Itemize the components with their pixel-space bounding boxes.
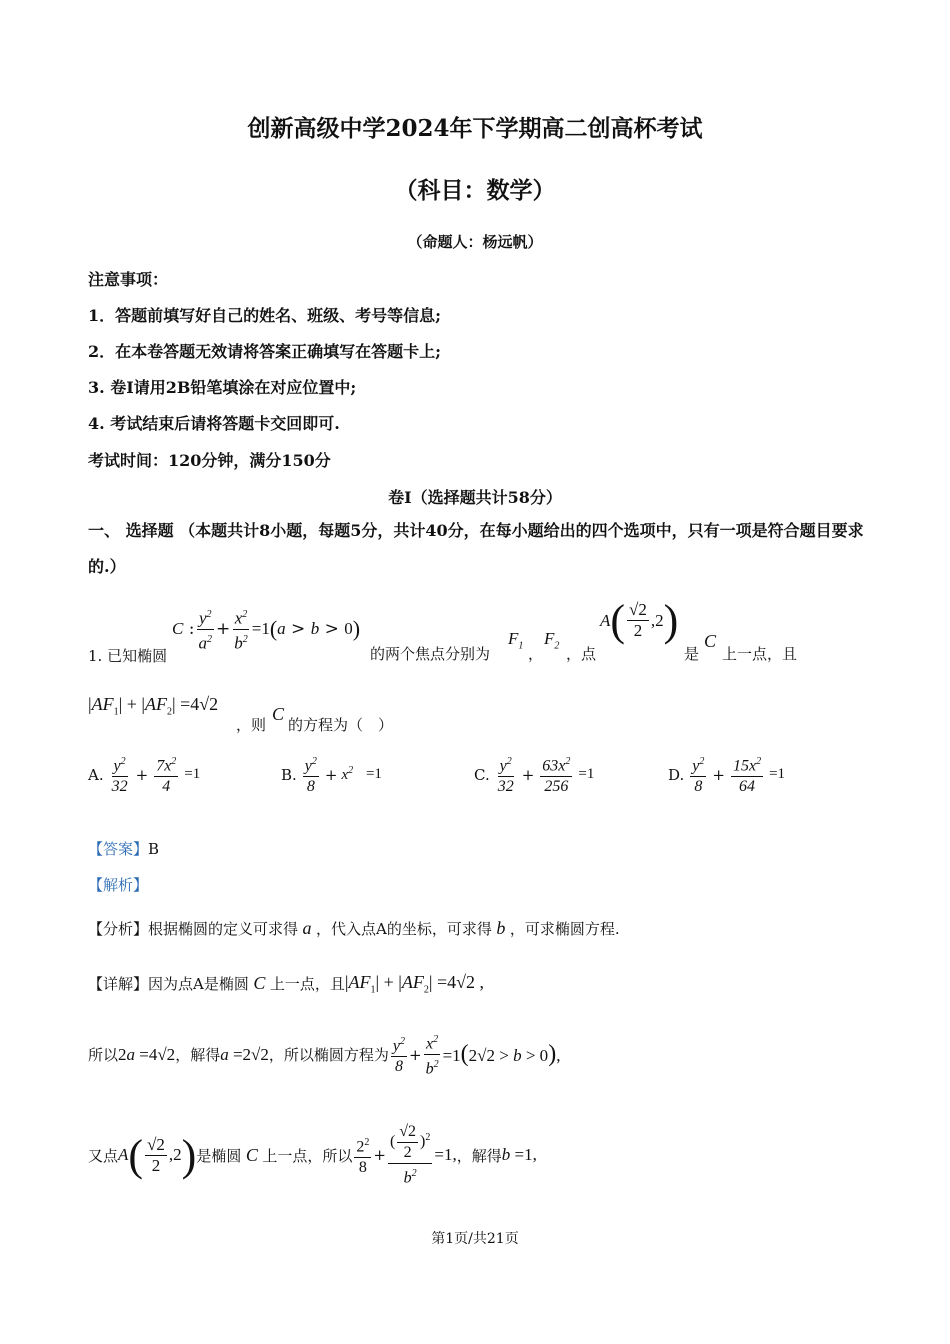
- fenxi-text-1: 根据椭圆的定义可求得: [148, 920, 299, 938]
- notes-item-1: 1．答题前填写好自己的姓名、班级、考号等信息;: [88, 306, 442, 325]
- line3-text-2: ，解得: [175, 1046, 221, 1065]
- fenxi-tag: 【分析】: [88, 920, 149, 938]
- xiangjie-text-1: 因为点A是椭圆: [148, 975, 249, 994]
- line4-text-1: 又点: [88, 1146, 119, 1165]
- focus-f2: $F_2$: [544, 629, 560, 652]
- focus-f1: $F_1$: [508, 629, 524, 652]
- q1-line2-end: 的方程为（ ）: [288, 716, 394, 734]
- analysis-tag: 【解析】: [88, 876, 149, 894]
- q1-mid4: 上一点，且: [722, 645, 798, 663]
- section-title: 卷I（选择题共计58分）: [388, 488, 562, 507]
- opt-b-term2-text: x: [341, 767, 349, 784]
- question-1-stem: [88, 595, 888, 675]
- opt-c-num1: $y^2$: [498, 752, 514, 777]
- ellipse-c-2: C: [272, 704, 285, 724]
- question-1-condition: [88, 690, 688, 740]
- xiangjie-text-2: 上一点，且: [269, 975, 345, 994]
- opt-c-den1: 32: [497, 778, 514, 796]
- q1-mid3: 是: [684, 645, 700, 663]
- fenxi-text-3: ，可求椭圆方程.: [509, 920, 620, 938]
- opt-a-num1: $y^2$: [112, 752, 128, 777]
- line3-text-1: 所以: [88, 1046, 119, 1065]
- section-instructions: 一、 选择题 （本题共计8小题，每题5分，共计40分，在每小题给出的四个选项中，只有一项是符合题目要求的.）: [88, 521, 864, 576]
- option-a-label: A.: [88, 765, 104, 784]
- point-a: A ( $\frac{√2}{2}$ ,2 ): [600, 596, 679, 645]
- q1-mid2: ，点: [566, 645, 597, 663]
- option-a[interactable]: A. $\frac{y^2}{32}$ + $\frac{7x^2}{4}$ =1: [88, 752, 200, 797]
- line4-text-3: 上一点，所以: [262, 1146, 353, 1165]
- answer-value: B: [148, 840, 160, 858]
- opt-d-num1: $y^2$: [690, 752, 706, 777]
- opt-a-num2: $7x^2$: [154, 752, 178, 777]
- exam-time: 考试时间：120分钟，满分150分: [88, 451, 331, 470]
- q1-line2-mid: ，则: [236, 716, 267, 734]
- exam-title: 创新高级中学2024年下学期高二创高杯考试: [247, 115, 703, 142]
- q1-prefix: 1. 已知椭圆: [88, 647, 168, 665]
- line4-text-2: 是椭圆: [196, 1146, 242, 1165]
- answer-tag: 【答案】: [88, 840, 149, 858]
- option-c-label: C.: [474, 765, 490, 784]
- xiangjie-tag: 【详解】: [88, 975, 149, 994]
- xiangjie-line: 【详解】 因为点A是椭圆 C 上一点，且 $|AF_1| + |AF_2| =4√2$ ,: [88, 972, 484, 996]
- opt-a-num2-text: 7x: [156, 757, 172, 775]
- opt-a-den1: 32: [111, 778, 128, 796]
- notes-heading: 注意事项：: [88, 270, 169, 289]
- answer-line: [88, 838, 159, 859]
- line3-text-3: ，所以椭圆方程为: [268, 1046, 389, 1065]
- exam-subject: （科目：数学）: [394, 177, 556, 204]
- opt-c-num2: $63x^2$: [540, 752, 572, 777]
- option-b[interactable]: B. $\frac{y^2}{8}$ + $x^2$ =1: [281, 752, 382, 797]
- opt-b-num1: $y^2$: [303, 752, 319, 777]
- opt-b-den1: 8: [306, 778, 315, 796]
- line4-text-4: ，解得: [456, 1146, 502, 1165]
- opt-b-term2: $x^2$: [341, 765, 354, 784]
- solution-line-3: 所以 2a =4√2 ，解得 a =2√2 ，所以椭圆方程为 $\frac{y^2}{8}$ + $\frac{x^2}{b^2}$ =1(2√2 > b > 0),: [88, 1030, 560, 1080]
- opt-d-den2: 64: [739, 778, 755, 796]
- focal-sum: $|AF_1| + |AF_2| =4√2$: [88, 694, 219, 718]
- opt-d-den1: 8: [694, 778, 703, 796]
- ellipse-c: C: [704, 631, 717, 651]
- opt-c-den2: 256: [544, 778, 569, 796]
- option-b-label: B.: [281, 765, 297, 784]
- opt-d-num2: $15x^2$: [731, 752, 763, 777]
- option-d-label: D.: [668, 765, 685, 784]
- option-c[interactable]: C. $\frac{y^2}{32}$ + $\frac{63x^2}{256}$ =1: [474, 752, 594, 797]
- q1-mid1: 的两个焦点分别为: [370, 645, 491, 663]
- opt-c-num2-text: 63x: [542, 757, 566, 775]
- exam-author: （命题人：杨远帆）: [407, 233, 543, 251]
- opt-a-den2: 4: [162, 778, 171, 796]
- ellipse-equation: C : $\frac{y^2}{a^2}$ + $\frac{x^2}{b^2}$ =1 ( a > b > 0 ): [172, 605, 360, 653]
- notes-item-2: 2．在本卷答题无效请将答案正确填写在答题卡上;: [88, 342, 442, 361]
- notes-item-3: 3. 卷Ⅰ请用2B铅笔填涂在对应位置中;: [88, 378, 357, 397]
- page-footer: 第1页/共21页: [431, 1231, 519, 1247]
- notes-item-4: 4. 考试结束后请将答题卡交回即可.: [88, 414, 340, 433]
- solution-line-4: 又点 A ( $\frac{√2}{2}$ ,2 ) 是椭圆 C 上一点，所以 $\frac{2^2}{8}$ + ( $\frac{√2}{2}$ )$^2$ $b^2$ =1, ，解得 b =1,: [88, 1123, 537, 1187]
- fenxi-text-2: ，代入点A的坐标，可求得: [316, 920, 492, 938]
- opt-d-num2-text: 15x: [732, 757, 757, 775]
- option-d[interactable]: D. $\frac{y^2}{8}$ + $\frac{15x^2}{64}$ =1: [668, 752, 785, 797]
- fenxi-line: 【分析】 根据椭圆的定义可求得 a ，代入点A的坐标，可求得 b ，可求椭圆方程.: [88, 918, 620, 938]
- q1-sep: ，: [528, 645, 544, 663]
